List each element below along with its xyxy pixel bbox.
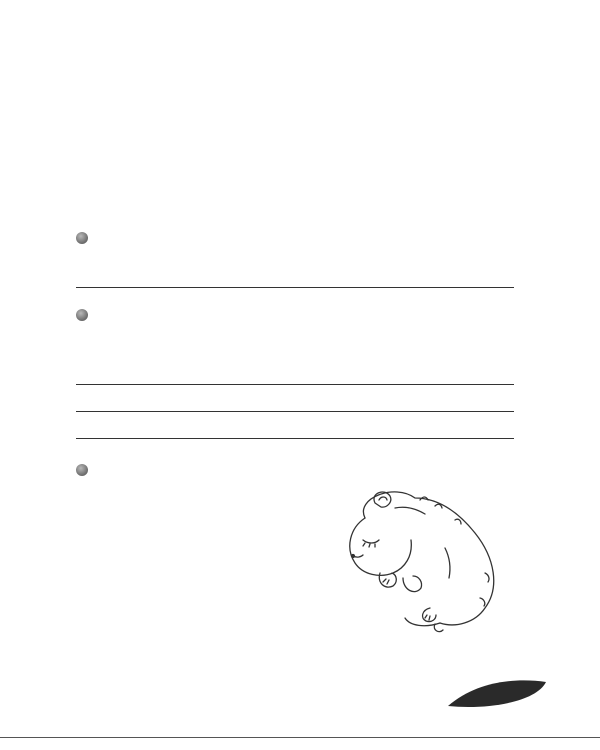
- answer-line[interactable]: [76, 384, 514, 385]
- sleeping-hamster-illustration: [335, 478, 510, 638]
- page-number-leaf-shape: [448, 680, 546, 707]
- answer-line[interactable]: [76, 438, 514, 439]
- poem: [74, 78, 554, 206]
- decorative-border-top: [58, 42, 542, 62]
- poem-line: [74, 174, 554, 206]
- answer-line[interactable]: [76, 411, 514, 412]
- poem-line: [74, 142, 554, 174]
- poem-line: [74, 110, 554, 142]
- poem-line: [74, 78, 554, 110]
- decorative-border-bottom: [58, 676, 548, 710]
- bullet-icon: [76, 464, 88, 476]
- bullet-icon: [76, 232, 88, 244]
- page-bottom-rule: [0, 737, 600, 738]
- answer-line[interactable]: [76, 287, 514, 288]
- bullet-icon: [76, 309, 88, 321]
